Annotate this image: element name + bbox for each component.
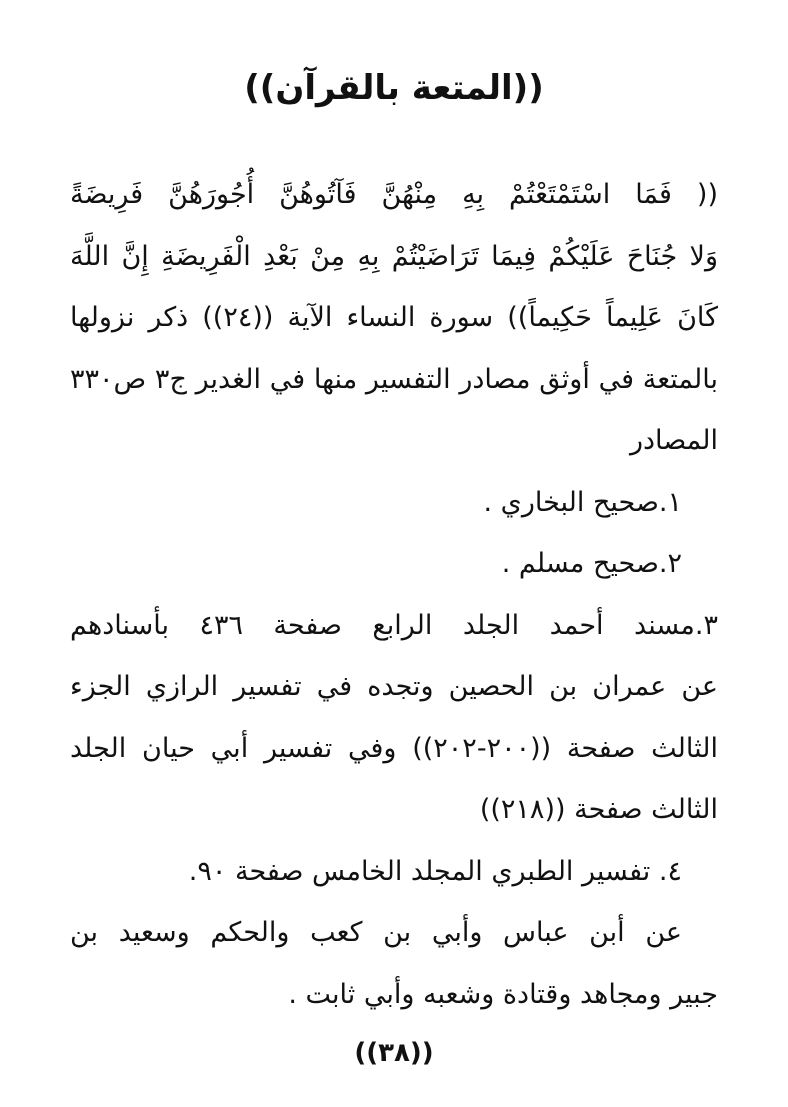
source-item-4: ٤. تفسير الطبري المجلد الخامس صفحة ٩٠.: [188, 855, 682, 887]
verse-line-4: بالمتعة في أوثق مصادر التفسير منها في الغدير ج٣ ص٣٣٠: [70, 363, 718, 395]
source-item-3-line-3: الثالث صفحة ((٢٠٠-٢٠٢)) وفي تفسير أبي حيان الجلد: [70, 732, 718, 764]
source-item-1: ١.صحيح البخاري .: [483, 486, 682, 518]
sources-heading: المصادر: [629, 425, 718, 456]
narrators-line-1: عن أبن عباس وأبي بن كعب والحكم وسعيد بن: [70, 917, 682, 948]
source-item-3-line-1: ٣.مسند أحمد الجلد الرابع صفحة ٤٣٦ بأسنادهم: [70, 609, 718, 641]
verse-line-2: وَلا جُنَاحَ عَلَيْكُمْ فِيمَا تَرَاضَيْتُمْ بِهِ مِنْ بَعْدِ الْفَرِيضَةِ إِنَّ اللَّهَ: [70, 240, 718, 272]
page-number: ((٣٨)): [354, 1038, 434, 1068]
verse-line-3: كَانَ عَلِيماً حَكِيماً)) سورة النساء الآية ((٢٤)) ذكر نزولها: [70, 302, 718, 333]
page-title: ((المتعة بالقرآن)): [244, 68, 544, 108]
main-text: [70, 164, 718, 1025]
source-item-3-line-4: الثالث صفحة ((٢١٨)): [479, 794, 718, 825]
source-item-2: ٢.صحيح مسلم .: [501, 548, 682, 579]
verse-line-1: (( فَمَا اسْتَمْتَعْتُمْ بِهِ مِنْهُنَّ فَآتُوهُنَّ أُجُورَهُنَّ فَرِيضَةً: [70, 179, 718, 210]
narrators-line-2: جبير ومجاهد وقتادة وشعبه وأبي ثابت .: [288, 978, 718, 1010]
source-item-3-line-2: عن عمران بن الحصين وتجده في تفسير الرازي الجزء: [70, 671, 718, 702]
